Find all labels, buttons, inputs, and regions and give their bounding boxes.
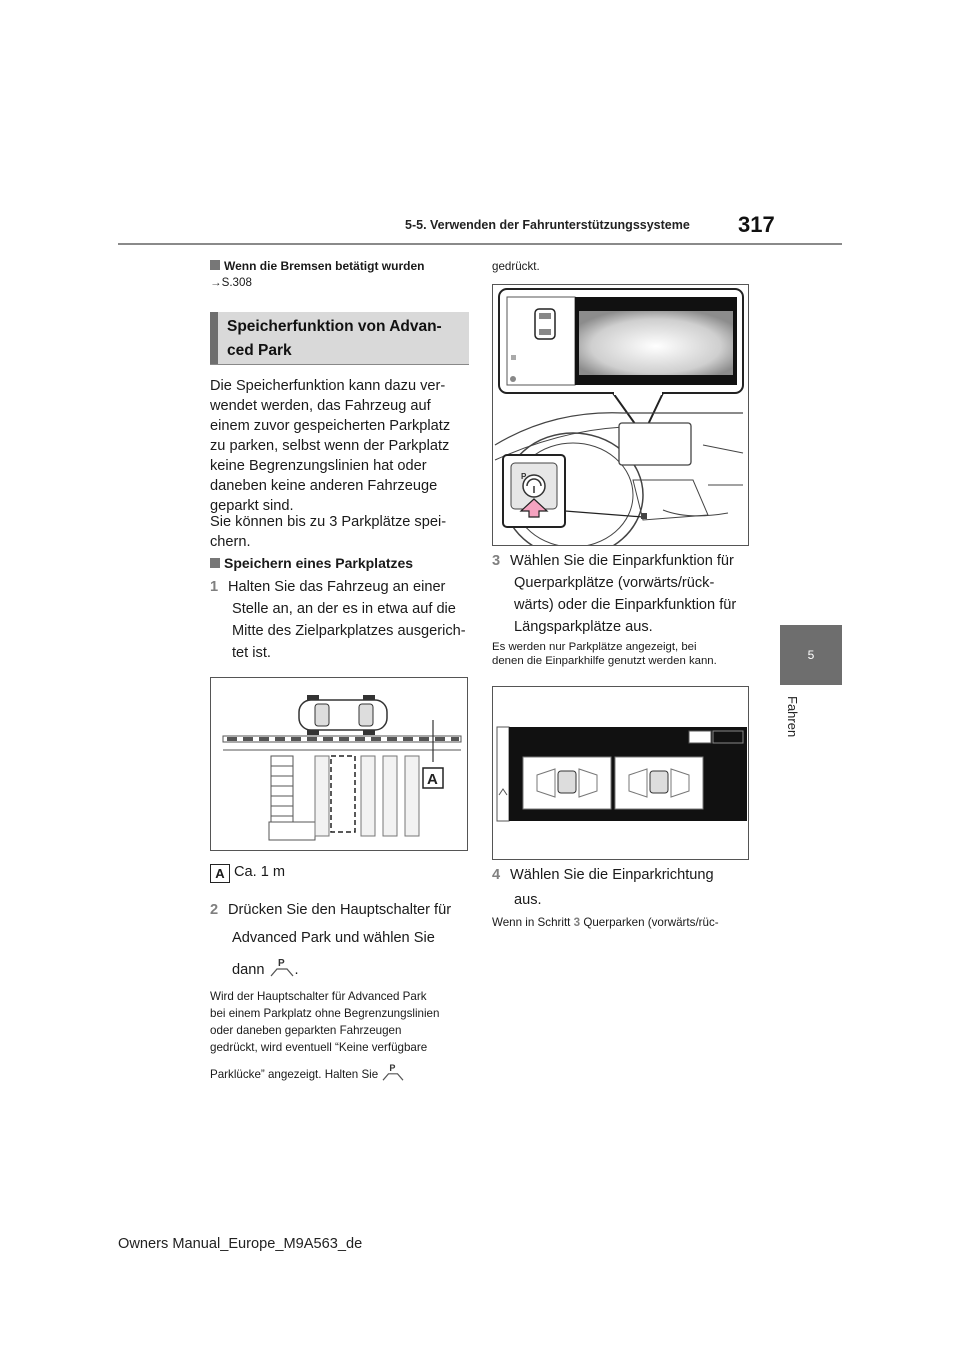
brakes-heading <box>210 256 424 276</box>
figure-caption <box>210 862 285 883</box>
note-line: Es werden nur Parkplätze angezeigt, bei <box>492 641 697 653</box>
step-number: 4 <box>492 867 501 883</box>
chapter-label-text: Fahren <box>785 696 800 738</box>
capacity-paragraph <box>210 512 446 552</box>
step-number: 3 <box>492 553 501 569</box>
footer-text: Owners Manual_Europe_M9A563_de <box>118 1236 363 1252</box>
section-heading-line2: ced Park <box>227 342 292 359</box>
note-line: Wird der Hauptschalter für Advanced Park <box>210 990 427 1003</box>
parking-p-icon <box>381 1062 405 1082</box>
brakes-heading-text: Wenn die Bremsen betätigt wurden <box>224 259 425 273</box>
note-line: Parklücke” angezeigt. Halten Sie <box>210 1068 379 1081</box>
car-icon <box>650 771 668 793</box>
note-text: Querparken (vorwärts/rüc- <box>583 916 719 929</box>
step-text: Wählen Sie die Einparkrichtung <box>510 867 714 883</box>
subheading <box>210 553 413 573</box>
step-number: 2 <box>210 902 219 918</box>
step-4-note <box>492 914 719 931</box>
page-number: 317 <box>738 212 775 237</box>
svg-text:P: P <box>389 1063 396 1074</box>
selection-screen-drawing <box>493 687 748 859</box>
parking-spot-illustration <box>210 677 468 851</box>
running-header: 5-5. Verwenden der Fahrunterstützungssysteme <box>405 218 690 232</box>
intro-line: wendet werden, das Fahrzeug auf <box>210 398 431 414</box>
step-1 <box>210 576 466 664</box>
step-2 <box>210 898 451 982</box>
note-step-ref: 3 <box>573 916 581 929</box>
section-divider <box>210 364 469 365</box>
chapter-label <box>770 696 820 756</box>
svg-text:P: P <box>521 472 527 481</box>
note-line: gedrückt, wird eventuell “Keine verfügbare <box>210 1041 428 1054</box>
note-text: Wenn in Schritt <box>492 916 571 929</box>
step-4 <box>492 864 714 911</box>
step-text: Advanced Park und wählen Sie <box>232 930 435 946</box>
capacity-line: chern. <box>210 534 251 550</box>
chapter-tab: 5 <box>780 625 842 685</box>
step-text: Längsparkplätze aus. <box>514 619 653 635</box>
intro-line: geparkt sind. <box>210 498 294 514</box>
note-line: bei einem Parkplatz ohne Begrenzungslinien <box>210 1007 440 1020</box>
subheading-text: Speichern eines Parkplatzes <box>224 555 414 571</box>
step-text: Wählen Sie die Einparkfunktion für <box>510 553 734 569</box>
figure-callout-label: A <box>427 771 438 788</box>
step-text: dann <box>232 962 265 978</box>
step-text: wärts) oder die Einparkfunktion für <box>514 597 737 613</box>
note-line: denen die Einparkhilfe genutzt werden kann. <box>492 655 717 667</box>
step-3 <box>492 550 736 638</box>
section-heading-line1: Speicherfunktion von Advan- <box>227 318 442 335</box>
capacity-line: Sie können bis zu 3 Parkplätze spei- <box>210 514 447 530</box>
parking-lot-drawing <box>211 678 467 850</box>
dashboard-illustration <box>492 284 749 546</box>
intro-line: einem zuvor gespeicherten Parkplatz <box>210 418 451 434</box>
dashboard-drawing <box>493 285 748 545</box>
step-number: 1 <box>210 579 219 595</box>
car-top-icon <box>535 309 555 339</box>
svg-text:P: P <box>277 958 285 969</box>
caption-label-box: A <box>210 864 230 883</box>
car-icon <box>558 771 576 793</box>
step-text: Stelle an, an der es in etwa auf die <box>232 601 456 617</box>
note-line: oder daneben geparkten Fahrzeugen <box>210 1024 402 1037</box>
square-bullet-icon <box>210 260 220 270</box>
caption-text: Ca. 1 m <box>234 864 286 880</box>
step-text: . <box>294 962 299 978</box>
car-icon <box>299 695 387 735</box>
intro-line: daneben keine anderen Fahrzeuge <box>210 478 438 494</box>
step-text: aus. <box>514 892 542 908</box>
parking-p-icon <box>269 956 295 978</box>
step-text: Querparkplätze (vorwärts/rück- <box>514 575 715 591</box>
continued-text: gedrückt. <box>492 260 540 273</box>
section-heading <box>210 312 469 364</box>
header-divider <box>118 243 842 245</box>
step-text: Halten Sie das Fahrzeug an einer <box>228 579 446 595</box>
step-text: tet ist. <box>232 645 271 661</box>
parking-selection-screen <box>492 686 749 860</box>
step-text: Mitte des Zielparkplatzes ausgerich- <box>232 623 466 639</box>
brakes-reference[interactable]: →S.308 <box>210 276 252 289</box>
intro-line: Die Speicherfunktion kann dazu ver- <box>210 378 446 394</box>
intro-paragraph <box>210 376 480 516</box>
intro-line: keine Begrenzungslinien hat oder <box>210 458 427 474</box>
step-text: Drücken Sie den Hauptschalter für <box>228 902 452 918</box>
step-2-note <box>210 988 480 1083</box>
intro-line: zu parken, selbst wenn der Parkplatz <box>210 438 450 454</box>
step-3-note <box>492 640 717 668</box>
square-bullet-icon <box>210 558 220 568</box>
